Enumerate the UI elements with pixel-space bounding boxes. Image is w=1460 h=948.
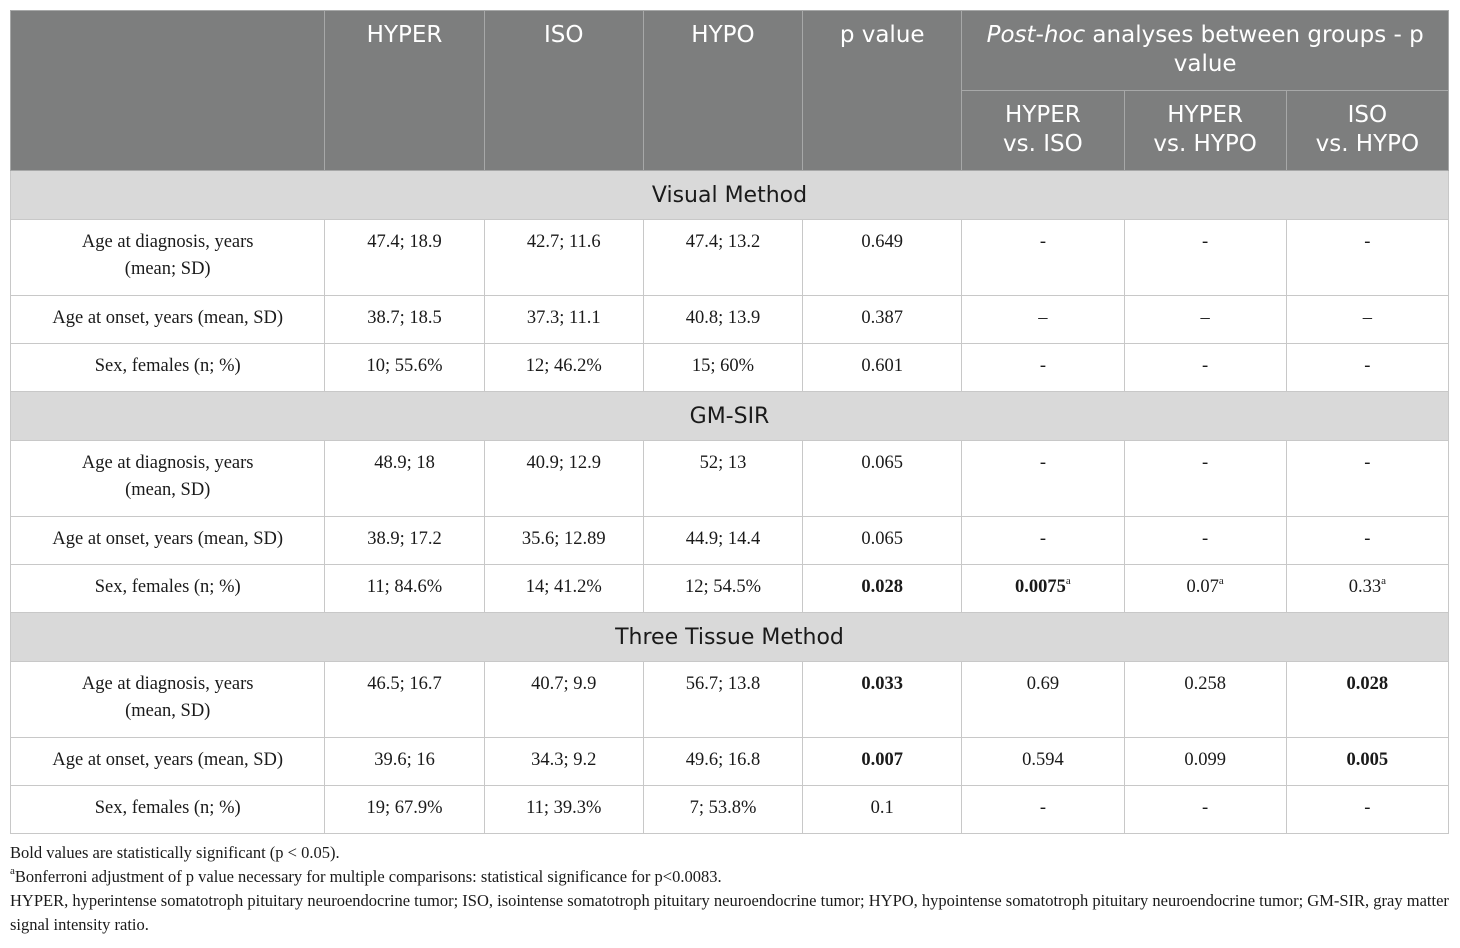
cell-hypo: 44.9; 14.4 [643, 517, 802, 565]
abbreviations-note: HYPER, hyperintense somatotroph pituitary neuroendocrine tumor; ISO, isointense somatotroph pituitary neuroendocrine tumor; HYPO, hypointense somatotroph pituitary neuroendocrine tumor; GM-SIR, gray matter signal intensity ratio. [10, 891, 1449, 934]
cell-hyper-vs-iso: 0.594 [962, 738, 1124, 786]
header-posthoc-text: analyses between groups - p value [1085, 22, 1424, 77]
header-p-value: p value [803, 11, 962, 171]
cell-p-value: 0.065 [803, 441, 962, 517]
cell-hyper: 38.7; 18.5 [325, 296, 484, 344]
cell-hyper: 48.9; 18 [325, 441, 484, 517]
cell-p-value: 0.601 [803, 344, 962, 392]
footnote-a [10, 865, 1450, 889]
header-iso-vs-hypo-line2: vs. HYPO [1315, 131, 1420, 157]
row-label: Age at diagnosis, years (mean; SD) [11, 220, 325, 296]
cell-hyper: 19; 67.9% [325, 786, 484, 834]
cell-hyper-vs-iso: - [962, 441, 1124, 517]
cell-hyper: 11; 84.6% [325, 565, 484, 613]
cell-iso-vs-hypo: 0.005 [1286, 738, 1448, 786]
cell-hyper-vs-iso: - [962, 344, 1124, 392]
cell-iso: 11; 39.3% [484, 786, 643, 834]
table-row [11, 441, 1449, 517]
cell-iso-vs-hypo: - [1286, 441, 1448, 517]
cell-iso: 12; 46.2% [484, 344, 643, 392]
cell-iso: 35.6; 12.89 [484, 517, 643, 565]
row-label: Age at onset, years (mean, SD) [11, 517, 325, 565]
cell-value: 0.0075 [1015, 577, 1066, 597]
cell-hypo: 49.6; 16.8 [643, 738, 802, 786]
table-row [11, 662, 1449, 738]
header-empty-cell [11, 11, 325, 171]
footnote-a-text: Bonferroni adjustment of p value necessary for multiple comparisons: statistical significance for p<0.0083. [14, 867, 722, 886]
header-hyper-vs-iso [962, 91, 1124, 171]
cell-hyper: 39.6; 16 [325, 738, 484, 786]
cell-iso-vs-hypo [1286, 565, 1448, 613]
table-body [11, 171, 1449, 834]
row-label: Age at diagnosis, years (mean, SD) [11, 441, 325, 517]
cell-hypo: 12; 54.5% [643, 565, 802, 613]
header-iso: ISO [484, 11, 643, 171]
cell-p-value: 0.028 [803, 565, 962, 613]
row-label: Age at onset, years (mean, SD) [11, 296, 325, 344]
header-posthoc [962, 11, 1449, 91]
table-row [11, 517, 1449, 565]
row-label: Sex, females (n; %) [11, 344, 325, 392]
cell-iso-vs-hypo: – [1286, 296, 1448, 344]
header-hyper-vs-hypo [1124, 91, 1286, 171]
cell-iso-vs-hypo: - [1286, 344, 1448, 392]
cell-p-value: 0.007 [803, 738, 962, 786]
cell-hyper-vs-hypo [1124, 565, 1286, 613]
section-title: Visual Method [11, 171, 1449, 220]
cell-iso-vs-hypo: 0.028 [1286, 662, 1448, 738]
cell-hypo: 7; 53.8% [643, 786, 802, 834]
cell-value: 0.33 [1348, 577, 1382, 597]
cell-hyper-vs-hypo: - [1124, 517, 1286, 565]
cell-hyper: 47.4; 18.9 [325, 220, 484, 296]
header-hyper-vs-hypo-line2: vs. HYPO [1153, 131, 1257, 157]
cell-hyper-vs-hypo: – [1124, 296, 1286, 344]
cell-p-value: 0.649 [803, 220, 962, 296]
section-title: Three Tissue Method [11, 613, 1449, 662]
cell-p-value: 0.033 [803, 662, 962, 738]
header-hyper: HYPER [325, 11, 484, 171]
cell-hypo: 52; 13 [643, 441, 802, 517]
results-table-wrapper [10, 10, 1449, 834]
header-iso-vs-hypo-line1: ISO [1347, 102, 1388, 128]
cell-hyper-vs-iso: - [962, 517, 1124, 565]
footnote-marker: a [10, 865, 15, 877]
cell-hyper: 10; 55.6% [325, 344, 484, 392]
cell-hyper-vs-iso: - [962, 786, 1124, 834]
header-hypo: HYPO [643, 11, 802, 171]
footnote-marker: a [1065, 575, 1071, 587]
cell-p-value: 0.1 [803, 786, 962, 834]
footnote-marker: a [1218, 575, 1224, 587]
cell-iso-vs-hypo: - [1286, 517, 1448, 565]
cell-hypo: 40.8; 13.9 [643, 296, 802, 344]
cell-hyper-vs-iso: - [962, 220, 1124, 296]
table-row [11, 220, 1449, 296]
cell-iso: 40.9; 12.9 [484, 441, 643, 517]
header-hyper-vs-iso-line1: HYPER [1005, 102, 1081, 128]
cell-hyper: 38.9; 17.2 [325, 517, 484, 565]
table-row [11, 786, 1449, 834]
cell-hypo: 15; 60% [643, 344, 802, 392]
row-label: Age at onset, years (mean, SD) [11, 738, 325, 786]
row-label: Sex, females (n; %) [11, 565, 325, 613]
cell-iso-vs-hypo: - [1286, 786, 1448, 834]
cell-p-value: 0.387 [803, 296, 962, 344]
header-iso-vs-hypo [1286, 91, 1448, 171]
bold-values-note: Bold values are statistically significant (p < 0.05). [10, 843, 340, 862]
cell-hyper-vs-hypo: - [1124, 441, 1286, 517]
cell-iso: 42.7; 11.6 [484, 220, 643, 296]
section-title: GM-SIR [11, 392, 1449, 441]
table-row [11, 344, 1449, 392]
cell-hyper-vs-hypo: 0.258 [1124, 662, 1286, 738]
cell-iso: 37.3; 11.1 [484, 296, 643, 344]
table-row [11, 738, 1449, 786]
cell-iso-vs-hypo: - [1286, 220, 1448, 296]
header-posthoc-italic: Post-hoc [986, 22, 1086, 48]
table-row [11, 296, 1449, 344]
cell-iso: 34.3; 9.2 [484, 738, 643, 786]
cell-hyper-vs-iso [962, 565, 1124, 613]
cell-hyper-vs-iso: 0.69 [962, 662, 1124, 738]
footnote-marker: a [1381, 575, 1386, 587]
header-hyper-vs-hypo-line1: HYPER [1167, 102, 1243, 128]
cell-value: 0.07 [1186, 577, 1219, 597]
cell-p-value: 0.065 [803, 517, 962, 565]
table-row [11, 565, 1449, 613]
cell-hyper-vs-hypo: - [1124, 220, 1286, 296]
cell-iso: 14; 41.2% [484, 565, 643, 613]
cell-hyper: 46.5; 16.7 [325, 662, 484, 738]
results-table [10, 10, 1449, 834]
cell-hyper-vs-iso: – [962, 296, 1124, 344]
table-header [11, 11, 1449, 171]
table-footnotes [10, 841, 1450, 937]
row-label: Age at diagnosis, years (mean, SD) [11, 662, 325, 738]
cell-hypo: 47.4; 13.2 [643, 220, 802, 296]
row-label: Sex, females (n; %) [11, 786, 325, 834]
cell-hyper-vs-hypo: - [1124, 344, 1286, 392]
cell-hypo: 56.7; 13.8 [643, 662, 802, 738]
cell-hyper-vs-hypo: - [1124, 786, 1286, 834]
cell-iso: 40.7; 9.9 [484, 662, 643, 738]
header-hyper-vs-iso-line2: vs. ISO [1003, 131, 1083, 157]
cell-hyper-vs-hypo: 0.099 [1124, 738, 1286, 786]
